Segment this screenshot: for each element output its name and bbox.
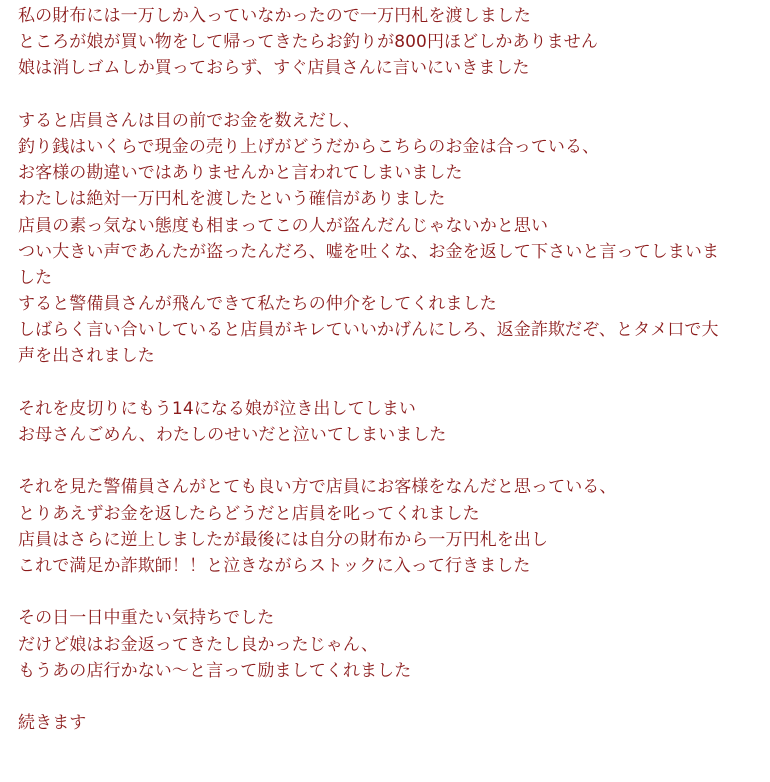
paragraph [18,3,762,82]
paragraph [18,605,762,684]
text-line: わたしは絶対一万円札を渡したという確信がありました [18,189,446,210]
text-line: 私の財布には一万しか入っていなかったので一万円札を渡しました [18,6,531,26]
text-line: 娘は消しゴムしか買っておらず、すぐ店員さんに言いにいきました [18,58,530,79]
paragraph-spacer [18,579,762,605]
text-line: 釣り銭はいくらで現金の売り上げがどうだからこちらのお金は合っている、 [18,136,600,157]
text-line: 店員はさらに逆上しましたが最後には自分の財布から一万円札を出し [18,529,549,550]
text-line: とりあえずお金を返したらどうだと店員を叱ってくれました [18,503,480,524]
text-line: ところが娘が買い物をして帰ってきたらお釣りが800円ほどしかありません [18,32,598,53]
text-line: つい大きい声であんたが盗ったんだろ、嘘を吐くな、お金を返して下さいと言ってしまいま [18,241,720,262]
text-line: すると店員さんは目の前でお金を数えだし、 [18,110,360,131]
text-line: した [18,267,53,288]
text-line: もうあの店行かない～と言って励ましてくれました [18,660,412,681]
paragraph-spacer [18,448,762,474]
paragraph-spacer [18,82,762,108]
paragraph [18,710,762,736]
text-line: しばらく言い合いしていると店員がキレていいかげんにしろ、返金詐欺だぞ、とタメ口で大 [18,320,719,341]
text-line: その日一日中重たい気持ちでした [18,608,275,629]
text-line: 店員の素っ気ない態度も相まってこの人が盗んだんじゃないかと思い [18,215,549,236]
paragraph-spacer [18,370,762,396]
text-line: お客様の勘違いではありませんかと言われてしまいました [18,163,463,184]
text-line: それを見た警備員さんがとても良い方で店員にお客様をなんだと思っている、 [18,477,617,498]
text-line: お母さんごめん、わたしのせいだと泣いてしまいました [18,425,447,445]
text-line: だけど娘はお金返ってきたし良かったじゃん、 [18,634,379,655]
paragraph [18,396,762,448]
paragraph-spacer [18,684,762,710]
paragraph [18,108,762,370]
text-line: すると警備員さんが飛んできて私たちの仲介をしてくれました [18,294,497,315]
text-line: 声を出されました [18,346,155,367]
paragraph [18,474,762,579]
text-line: これで満足か詐欺師！！と泣きながらストックに入って行きました [18,555,531,576]
text-line: それを皮切りにもう14になる娘が泣き出してしまい [18,398,417,419]
text-line: 続きます [18,713,87,734]
